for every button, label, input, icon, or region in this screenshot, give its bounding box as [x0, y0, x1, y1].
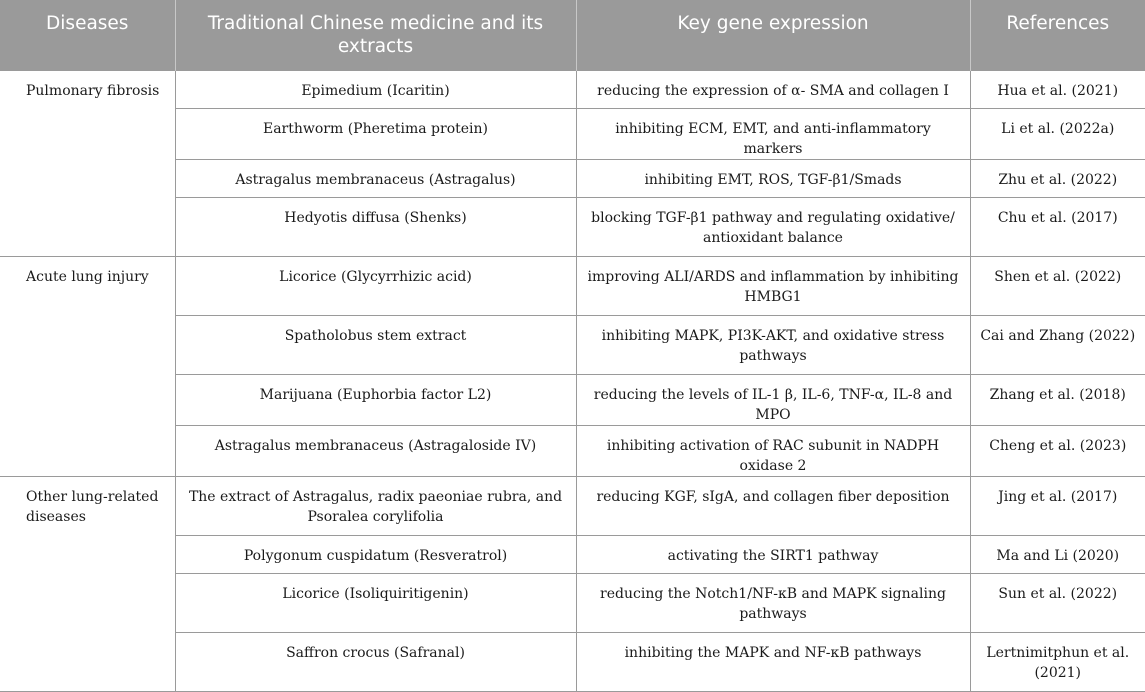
table-row — [0, 476, 1145, 535]
reference-cell: Sun et al. (2022) — [970, 573, 1145, 632]
reference-cell: Lertnimitphun et al. (2021) — [970, 632, 1145, 691]
expression-cell: improving ALI/ARDS and inflammation by inhibiting HMBG1 — [576, 256, 970, 315]
medicine-cell: Licorice (Isoliquiritigenin) — [175, 573, 576, 632]
expression-cell: inhibiting the MAPK and NF-κB pathways — [576, 632, 970, 691]
expression-cell: reducing KGF, sIgA, and collagen fiber deposition — [576, 476, 970, 535]
disease-cell: Other lung-related diseases — [0, 476, 175, 691]
header-row — [0, 0, 1145, 70]
medicine-cell: Epimedium (Icaritin) — [175, 70, 576, 108]
reference-cell: Ma and Li (2020) — [970, 535, 1145, 573]
expression-cell: inhibiting activation of RAC subunit in NADPH oxidase 2 — [576, 425, 970, 476]
medicine-cell: Polygonum cuspidatum (Resveratrol) — [175, 535, 576, 573]
medicine-cell: Marijuana (Euphorbia factor L2) — [175, 374, 576, 425]
reference-cell: Chu et al. (2017) — [970, 197, 1145, 256]
medicine-cell: Licorice (Glycyrrhizic acid) — [175, 256, 576, 315]
reference-cell: Zhang et al. (2018) — [970, 374, 1145, 425]
table-row — [0, 70, 1145, 108]
header-diseases: Diseases — [0, 0, 175, 70]
reference-cell: Cheng et al. (2023) — [970, 425, 1145, 476]
reference-cell: Zhu et al. (2022) — [970, 159, 1145, 197]
disease-cell: Acute lung injury — [0, 256, 175, 476]
medicine-cell: Hedyotis diffusa (Shenks) — [175, 197, 576, 256]
expression-cell: blocking TGF-β1 pathway and regulating oxidative/ antioxidant balance — [576, 197, 970, 256]
reference-cell: Cai and Zhang (2022) — [970, 315, 1145, 374]
medicine-cell: Saffron crocus (Safranal) — [175, 632, 576, 691]
reference-cell: Jing et al. (2017) — [970, 476, 1145, 535]
header-gene-expression: Key gene expression — [576, 0, 970, 70]
expression-cell: inhibiting ECM, EMT, and anti-inflammatory markers — [576, 108, 970, 159]
header-medicine: Traditional Chinese medicine and its extracts — [175, 0, 576, 70]
reference-cell: Hua et al. (2021) — [970, 70, 1145, 108]
medicine-cell: Astragalus membranaceus (Astragaloside IV) — [175, 425, 576, 476]
expression-cell: inhibiting MAPK, PI3K-AKT, and oxidative stress pathways — [576, 315, 970, 374]
table-row — [0, 256, 1145, 315]
expression-cell: reducing the levels of IL-1 β, IL-6, TNF-α, IL-8 and MPO — [576, 374, 970, 425]
expression-cell: reducing the expression of α- SMA and collagen I — [576, 70, 970, 108]
medicine-cell: Astragalus membranaceus (Astragalus) — [175, 159, 576, 197]
reference-cell: Li et al. (2022a) — [970, 108, 1145, 159]
medicine-cell: Spatholobus stem extract — [175, 315, 576, 374]
reference-cell: Shen et al. (2022) — [970, 256, 1145, 315]
header-references: References — [970, 0, 1145, 70]
medicine-cell: Earthworm (Pheretima protein) — [175, 108, 576, 159]
expression-cell: activating the SIRT1 pathway — [576, 535, 970, 573]
expression-cell: reducing the Notch1/NF-κB and MAPK signaling pathways — [576, 573, 970, 632]
expression-cell: inhibiting EMT, ROS, TGF-β1/Smads — [576, 159, 970, 197]
medicine-cell: The extract of Astragalus, radix paeoniae rubra, and Psoralea corylifolia — [175, 476, 576, 535]
disease-cell: Pulmonary fibrosis — [0, 70, 175, 256]
